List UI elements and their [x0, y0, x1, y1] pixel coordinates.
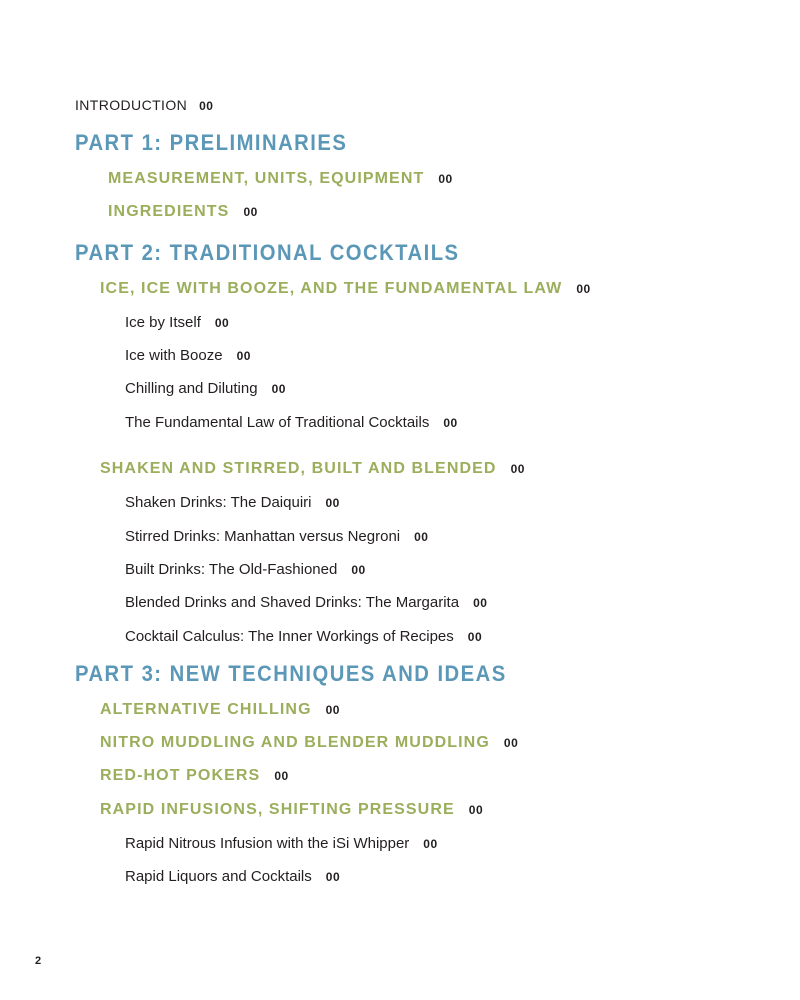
toc-chapter-title: MEASUREMENT, UNITS, EQUIPMENT	[108, 170, 425, 187]
page-folio: 2	[35, 955, 42, 967]
toc-page-number: 00	[468, 803, 484, 817]
toc-chapter-title: NITRO MUDDLING AND BLENDER MUDDLING	[100, 734, 490, 751]
toc-section-title: Blended Drinks and Shaved Drinks: The Margarita	[125, 594, 460, 611]
toc-chapter-title: RAPID INFUSIONS, SHIFTING PRESSURE	[100, 801, 455, 818]
toc-section-title: The Fundamental Law of Traditional Cocktails	[125, 414, 430, 431]
toc-chapter-measurement	[108, 171, 453, 187]
toc-page-number: 00	[473, 596, 488, 610]
toc-page-number: 00	[467, 630, 483, 644]
toc-page-number: 00	[214, 316, 230, 330]
toc-part-3-title: PART 3: NEW TECHNIQUES AND IDEAS	[75, 661, 507, 686]
toc-page-number: 00	[503, 736, 519, 750]
toc-section-rapid-liquors	[125, 869, 340, 885]
toc-chapter-title: RED-HOT POKERS	[100, 767, 261, 784]
toc-page-number: 00	[351, 563, 366, 577]
toc-section-ice-with-booze	[125, 348, 251, 364]
toc-section-blended	[125, 595, 487, 611]
toc-introduction-label: INTRODUCTION	[75, 97, 188, 113]
toc-section-title: Cocktail Calculus: The Inner Workings of Recipes	[125, 628, 454, 645]
toc-part-1-title: PART 1: PRELIMINARIES	[75, 130, 348, 155]
toc-page-number: 00	[576, 282, 591, 296]
toc-entry-introduction	[75, 98, 213, 114]
toc-section-built	[125, 562, 366, 578]
toc-chapter-title: ALTERNATIVE CHILLING	[100, 701, 312, 718]
toc-chapter-nitro-muddling	[100, 735, 518, 751]
toc-section-title: Rapid Nitrous Infusion with the iSi Whipper	[125, 835, 410, 852]
toc-page-number: 00	[510, 462, 525, 476]
toc-chapter-ingredients	[108, 204, 258, 220]
toc-page-number: 00	[438, 172, 453, 186]
toc-page-number: 00	[423, 837, 438, 851]
toc-section-title: Ice by Itself	[125, 314, 201, 331]
toc-page-number: 00	[325, 496, 340, 510]
toc-page-number: 00	[325, 703, 340, 717]
toc-chapter-title: INGREDIENTS	[108, 203, 230, 220]
toc-chapter-alternative-chilling	[100, 702, 340, 718]
toc-section-title: Shaken Drinks: The Daiquiri	[125, 494, 312, 511]
toc-section-nitrous-infusion	[125, 836, 438, 852]
toc-section-title: Chilling and Diluting	[125, 380, 258, 397]
toc-chapter-title: SHAKEN AND STIRRED, BUILT AND BLENDED	[100, 460, 497, 477]
toc-page-number: 00	[274, 769, 289, 783]
toc-section-shaken	[125, 495, 340, 511]
toc-chapter-title: ICE, ICE WITH BOOZE, AND THE FUNDAMENTAL LAW	[100, 280, 563, 297]
toc-chapter-shaken-stirred	[100, 461, 525, 477]
toc-section-calculus	[125, 629, 482, 645]
toc-page-number: 00	[243, 205, 258, 219]
toc-chapter-red-hot-pokers	[100, 768, 289, 784]
toc-section-title: Rapid Liquors and Cocktails	[125, 868, 312, 885]
toc-page-number: 00	[414, 530, 429, 544]
toc-page-number: 00	[325, 870, 341, 884]
toc-page-number: 00	[271, 382, 286, 396]
toc-section-fundamental-law	[125, 415, 458, 431]
toc-section-chilling	[125, 381, 286, 397]
toc-section-title: Built Drinks: The Old-Fashioned	[125, 561, 338, 578]
toc-page-number: 00	[443, 416, 458, 430]
toc-chapter-rapid-infusions	[100, 802, 483, 818]
toc-part-2-title: PART 2: TRADITIONAL COCKTAILS	[75, 240, 460, 265]
toc-section-title: Ice with Booze	[125, 347, 223, 364]
toc-page-number: 00	[199, 99, 214, 113]
toc-section-ice-by-itself	[125, 315, 229, 331]
toc-section-title: Stirred Drinks: Manhattan versus Negroni	[125, 528, 401, 545]
toc-section-stirred	[125, 529, 428, 545]
toc-page-number: 00	[236, 349, 251, 363]
toc-chapter-ice	[100, 281, 591, 297]
